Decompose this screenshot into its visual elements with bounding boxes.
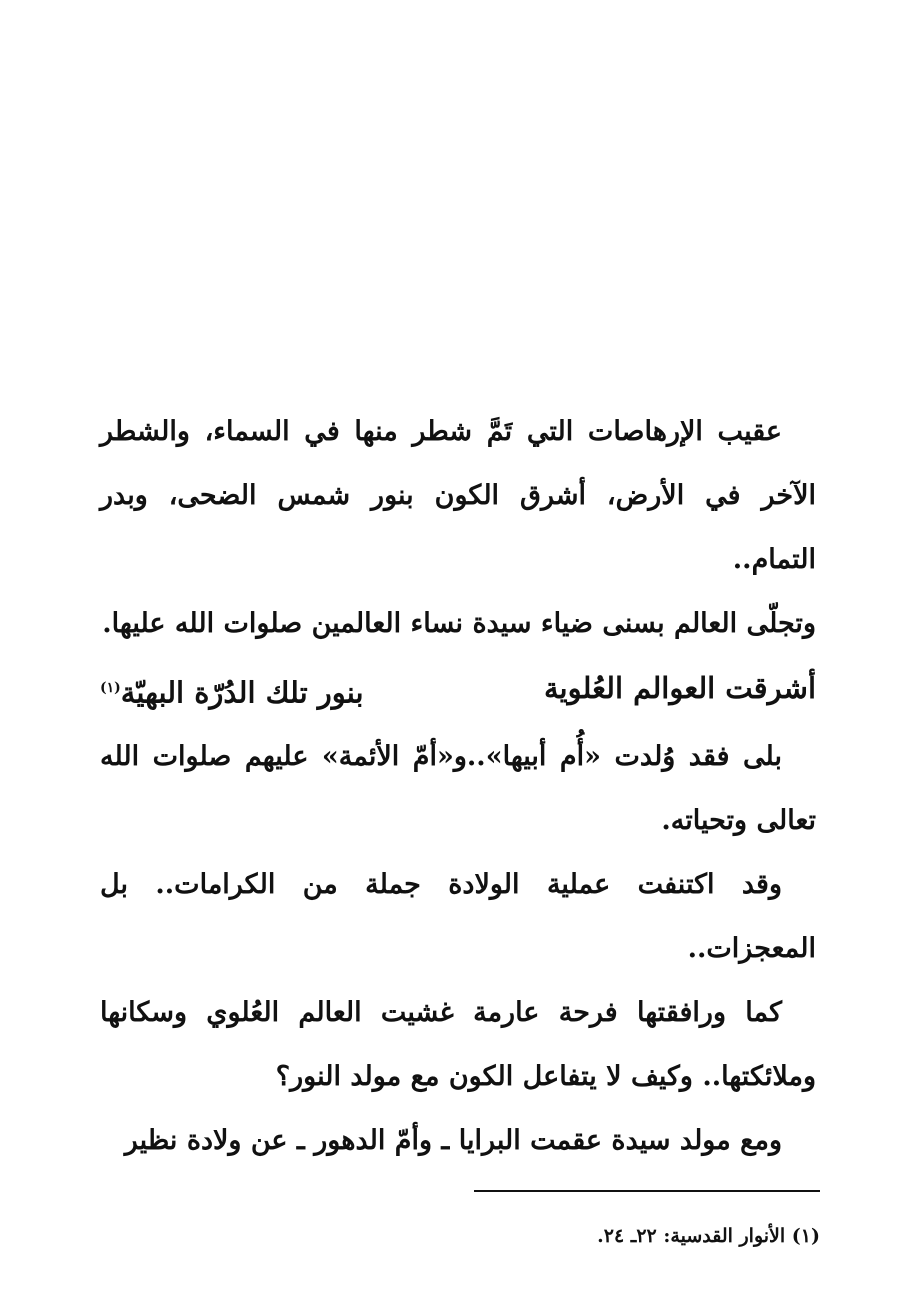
- paragraph-intro: عقيب الإرهاصات التي تَمَّ شطر منها في السماء، والشطر الآخر في الأرض، أشرق الكون بنور شمس الضحى، وبدر التمام..: [100, 416, 816, 575]
- verse-second-hemistich-wrap: [100, 656, 364, 725]
- paragraph-miracles: وقد اكتنفت عملية الولادة جملة من الكرامات.. بل المعجزات..: [100, 868, 816, 964]
- footnote-marker: (١): [100, 680, 121, 696]
- footnote: (١) الأنوار القدسية: ٢٢ـ ٢٤.: [597, 1225, 820, 1247]
- paragraph-final: ومع مولد سيدة عقمت البرايا ـ وأمّ الدهور ـ عن ولادة نظير: [124, 1124, 782, 1156]
- main-text: [100, 400, 816, 1173]
- paragraph-birth: بلى فقد وُلدت «أُم أبيها»..و«أمّ الأئمة» عليهم صلوات الله تعالى وتحياته.: [100, 740, 816, 836]
- verse-second-hemistich: بنور تلك الدُرّة البهيّة: [120, 675, 364, 710]
- paragraph-tajalli: وتجلّى العالم بسنى ضياء سيدة نساء العالمين صلوات الله عليها.: [102, 608, 816, 639]
- poetry-verse: [100, 656, 816, 725]
- footnote-divider: [474, 1190, 820, 1192]
- paragraph-joy: كما ورافقتها فرحة عارمة غشيت العالم العُلوي وسكانها وملائكتها.. وكيف لا يتفاعل الكون مع مولد النور؟: [100, 996, 816, 1092]
- verse-first-hemistich: أشرقت العوالم العُلوية: [543, 671, 816, 705]
